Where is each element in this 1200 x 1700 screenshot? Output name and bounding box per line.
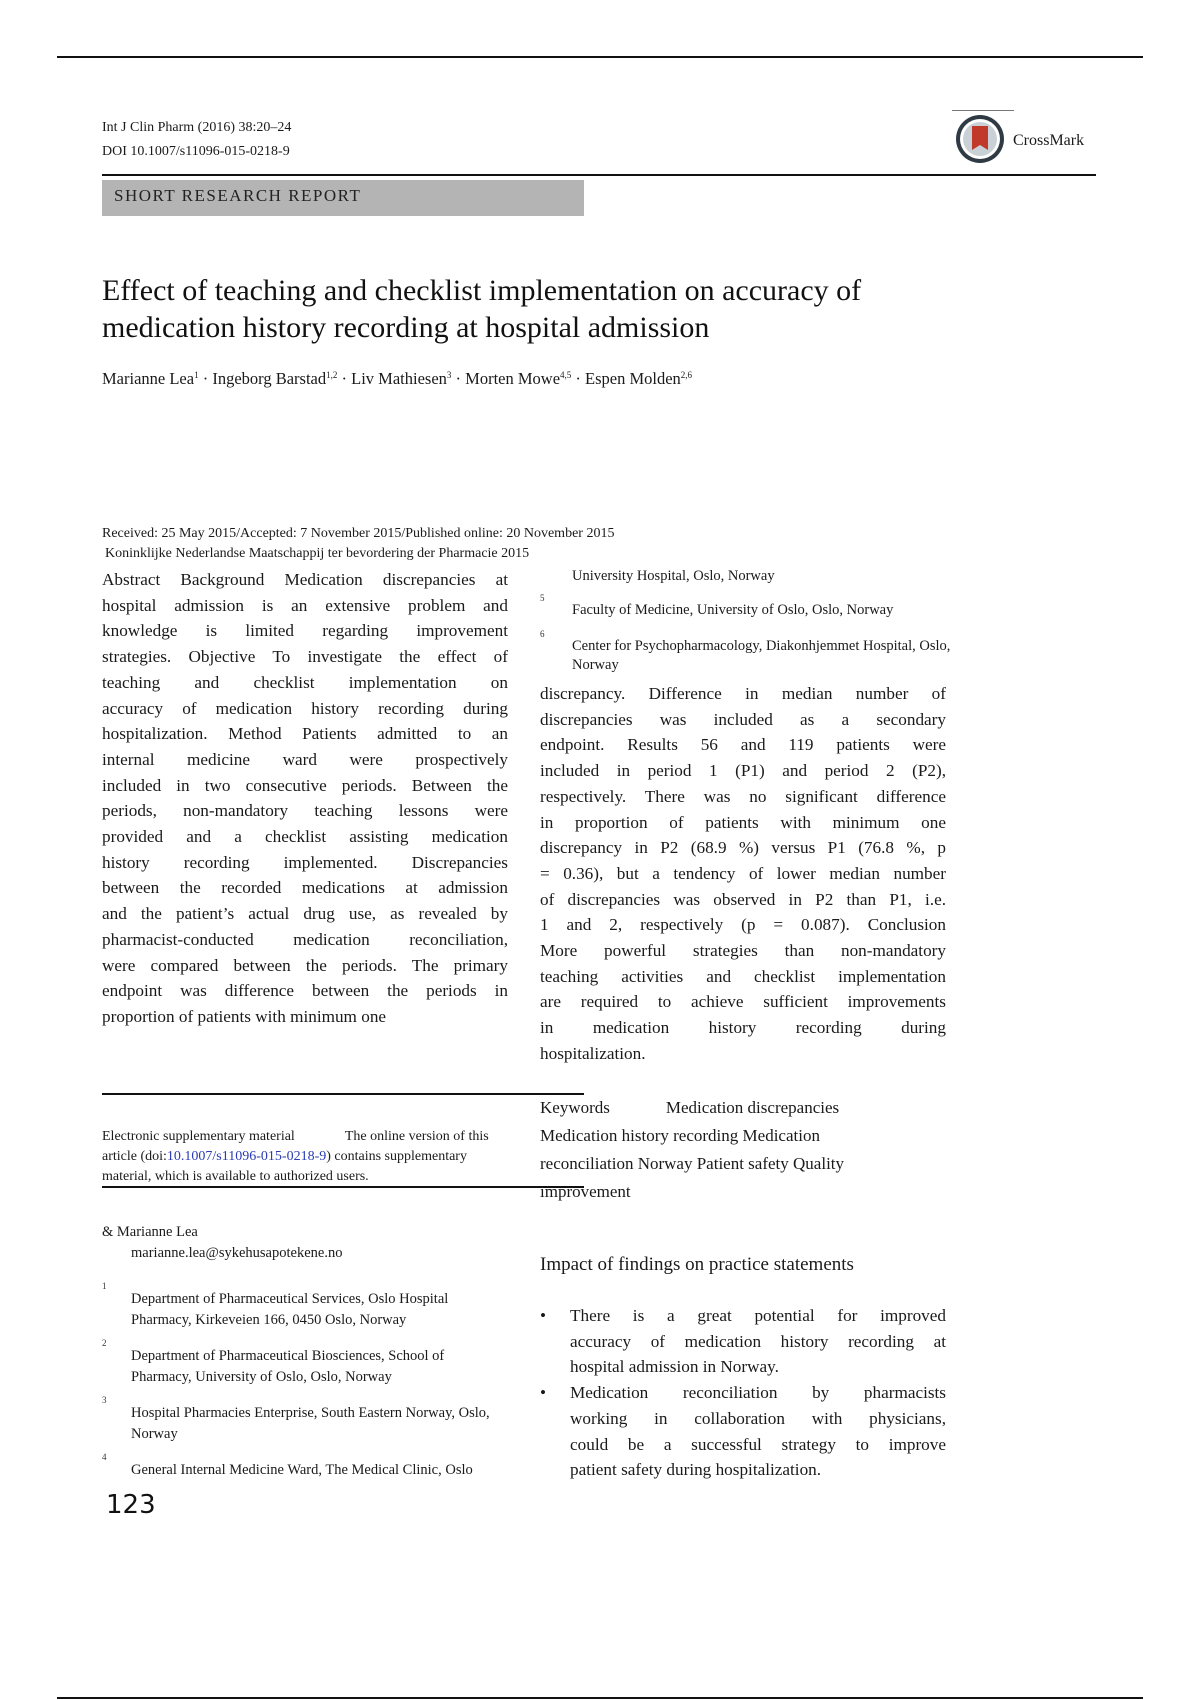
copyright-line: Koninklijke Nederlandse Maatschappij ter bevordering der Pharmacie 2015	[105, 546, 530, 561]
section-label: SHORT RESEARCH REPORT	[114, 186, 362, 205]
bullet-line: Medication reconciliation by pharmacists	[570, 1383, 946, 1403]
author-name: Espen Molden	[585, 369, 681, 388]
impact-bullet	[540, 1303, 946, 1380]
abstract-line: respectively. There was no significant difference	[540, 786, 946, 806]
crossmark-label[interactable]: CrossMark	[1013, 132, 1085, 149]
abstract-line: included in two consecutive periods. Between the	[102, 775, 508, 795]
abstract-line: provided and a checklist assisting medication	[102, 827, 508, 847]
affiliation-text-cont: Pharmacy, University of Oslo, Oslo, Norway	[131, 1369, 392, 1385]
abstract-line: internal medicine ward were prospectively	[102, 749, 508, 769]
impact-bullets	[540, 1303, 946, 1483]
author-separator: ·	[337, 369, 352, 388]
keyword: Medication discrepancies	[665, 1098, 840, 1117]
bullet-line: There is a great potential for improved	[570, 1306, 946, 1325]
abstract-line: pharmacist-conducted medication reconciliation,	[102, 929, 508, 949]
abstract-line: strategies. Objective To investigate the effect of	[102, 647, 508, 667]
abstract-line: proportion of patients with minimum one	[102, 1006, 387, 1026]
author-name: Liv Mathiesen	[351, 369, 447, 388]
abstract-line: included in period 1 (P1) and period 2 (P2),	[540, 761, 946, 781]
affiliation-text: Department of Pharmaceutical Services, Oslo Hospital	[131, 1291, 449, 1307]
author-affiliation-sup: 1,2	[326, 370, 338, 380]
abstract-line: of discrepancies was observed in P2 than P1, i.e.	[540, 889, 946, 909]
affiliation-number: 4	[102, 1452, 107, 1462]
affiliation-number: 1	[102, 1281, 107, 1291]
top-page-rule	[57, 56, 1143, 58]
affiliation-text-cont: Norway	[572, 657, 619, 673]
affiliation-number: 3	[102, 1395, 107, 1405]
abstract-line: discrepancy. Difference in median number of	[540, 684, 946, 703]
abstract-line: More powerful strategies than non-mandatory	[540, 941, 946, 961]
keyword-line: Medication history recording Medication	[540, 1126, 820, 1145]
abstract-line: hospitalization. Method Patients admitted to an	[102, 724, 508, 744]
affiliation-text: General Internal Medicine Ward, The Medical Clinic, Oslo	[131, 1462, 473, 1478]
section-banner	[102, 180, 584, 216]
bullet-line: accuracy of medication history recording at	[570, 1331, 946, 1351]
electronic-supplementary-material	[102, 1127, 562, 1187]
title-line-1: Effect of teaching and checklist implementation on accuracy of	[102, 274, 862, 307]
corresponding-author: & Marianne Lea	[102, 1224, 198, 1240]
doi: DOI 10.1007/s11096-015-0218-9	[102, 144, 290, 159]
abstract-line: accuracy of medication history recording during	[102, 698, 508, 718]
received-dates: Received: 25 May 2015/Accepted: 7 November 2015/Published online: 20 November 2015	[102, 526, 615, 541]
author-list	[102, 369, 692, 389]
affiliation-number: 6	[540, 629, 545, 639]
abstract-line: hospitalization.	[540, 1043, 646, 1063]
keywords-label: Keywords	[540, 1098, 610, 1117]
affiliation-block-bottom	[102, 1276, 582, 1487]
keyword-line: reconciliation Norway Patient safety Quality	[540, 1154, 845, 1173]
esm-text: material, which is available to authorized users.	[102, 1169, 369, 1184]
abstract-right-column	[540, 681, 946, 1067]
abstract-line: in proportion of patients with minimum one	[540, 812, 946, 832]
abstract-line: in medication history recording during	[540, 1018, 946, 1038]
author-affiliation-sup: 1	[194, 370, 199, 380]
journal-citation: Int J Clin Pharm (2016) 38:20–24	[102, 120, 292, 135]
affiliation-text: Department of Pharmaceutical Biosciences, School of	[131, 1348, 445, 1364]
author-name: Ingeborg Barstad	[212, 369, 327, 388]
abstract-line: between the recorded medications at admission	[102, 878, 508, 898]
affiliation-number: 2	[102, 1338, 107, 1348]
impact-heading: Impact of findings on practice statements	[540, 1254, 854, 1275]
esm-top-rule	[102, 1093, 584, 1095]
abstract-line: were compared between the periods. The primary	[102, 955, 508, 975]
abstract-line: discrepancies was included as a secondary	[540, 709, 946, 729]
affiliation-number: 5	[540, 593, 545, 603]
abstract-left-column	[102, 567, 508, 1030]
abstract-line: teaching activities and checklist implementation	[540, 966, 946, 986]
abstract-line: hospital admission is an extensive problem and	[102, 595, 508, 615]
abstract-line: teaching and checklist implementation on	[102, 672, 508, 692]
crossmark-rule	[952, 110, 1014, 111]
bullet-icon: •	[540, 1383, 547, 1403]
esm-bottom-rule	[102, 1186, 584, 1188]
bullet-line: patient safety during hospitalization.	[570, 1460, 822, 1480]
author-affiliation-sup: 2,6	[680, 370, 693, 380]
abstract-line: periods, non-mandatory teaching lessons were	[102, 801, 508, 821]
affiliation-text-cont: Norway	[131, 1426, 178, 1442]
affiliation-text: Center for Psychopharmacology, Diakonhjemmet Hospital, Oslo,	[572, 638, 951, 654]
abstract-line: knowledge is limited regarding improvement	[102, 621, 508, 641]
author-affiliation-sup: 4,5	[560, 370, 572, 380]
abstract-line: endpoint. Results 56 and 119 patients were	[540, 735, 946, 755]
keywords	[540, 1094, 946, 1206]
header-rule	[102, 174, 1096, 176]
author-separator: ·	[571, 369, 586, 388]
abstract-line: are required to achieve sufficient improvements	[540, 992, 946, 1012]
page-number: 123	[106, 1490, 156, 1520]
keyword-line: improvement	[540, 1182, 631, 1201]
abstract-line: 1 and 2, respectively (p = 0.087). Conclusion	[540, 915, 946, 935]
crossmark-icon[interactable]	[955, 114, 1005, 164]
impact-bullet	[540, 1380, 946, 1483]
abstract-line: endpoint was difference between the periods in	[102, 981, 508, 1001]
affiliation-text: University Hospital, Oslo, Norway	[572, 568, 775, 584]
bullet-icon: •	[540, 1306, 547, 1325]
author-name: Morten Mowe	[465, 369, 561, 388]
corresponding-email[interactable]: marianne.lea@sykehusapotekene.no	[131, 1245, 343, 1261]
esm-label: Electronic supplementary material	[102, 1129, 295, 1144]
esm-doi-link[interactable]: 10.1007/s11096-015-0218-9	[166, 1149, 327, 1164]
article-title	[102, 272, 1002, 346]
affiliation-text-cont: Pharmacy, Kirkeveien 166, 0450 Oslo, Norway	[131, 1312, 407, 1328]
bullet-line: hospital admission in Norway.	[570, 1357, 779, 1377]
bullet-line: could be a successful strategy to improve	[570, 1434, 946, 1454]
author-name: Marianne Lea	[102, 369, 195, 388]
abstract-line: = 0.36), but a tendency of lower median number	[540, 863, 946, 883]
affiliation-text: Faculty of Medicine, University of Oslo, Oslo, Norway	[572, 602, 894, 618]
correspondence	[102, 1222, 562, 1264]
affiliation-block-top	[540, 566, 1020, 676]
bottom-page-rule	[57, 1697, 1143, 1699]
abstract-line: discrepancy in P2 (68.9 %) versus P1 (76.8 %, p	[540, 838, 946, 858]
author-separator: ·	[198, 369, 213, 388]
esm-text: ) contains supplementary	[326, 1149, 467, 1164]
author-separator: ·	[451, 369, 466, 388]
abstract-line: and the patient’s actual drug use, as revealed by	[102, 904, 508, 924]
esm-text: article (doi:	[102, 1149, 167, 1164]
author-affiliation-sup: 3	[446, 370, 452, 380]
abstract-line: history recording implemented. Discrepancies	[102, 852, 508, 872]
esm-text: The online version of this	[344, 1129, 489, 1144]
bullet-line: working in collaboration with physicians,	[570, 1408, 946, 1428]
abstract-line: Abstract Background Medication discrepancies at	[102, 570, 508, 589]
affiliation-text: Hospital Pharmacies Enterprise, South Eastern Norway, Oslo,	[131, 1405, 490, 1421]
title-line-2: medication history recording at hospital admission	[102, 311, 710, 344]
